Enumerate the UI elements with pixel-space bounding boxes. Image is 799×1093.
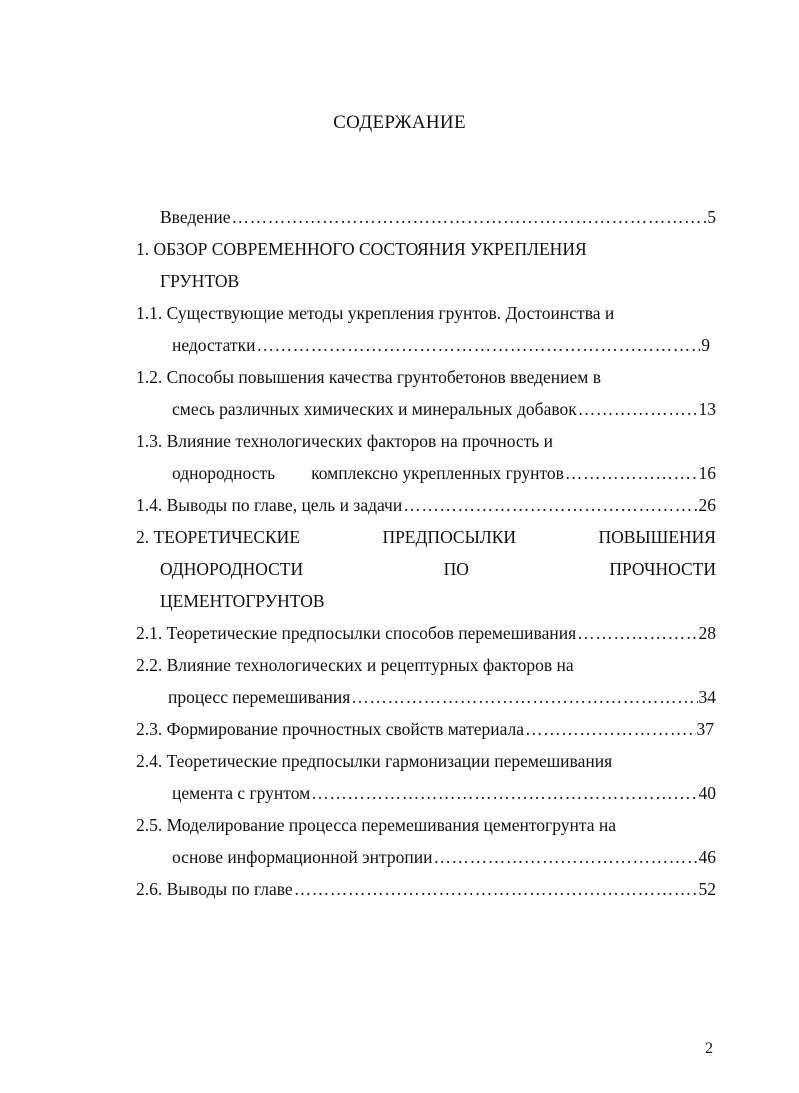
toc-entry-text: процесс перемешивания [168, 687, 351, 707]
toc-entry-2-5-line2[interactable] [172, 846, 716, 868]
toc-entry-2-4-line2[interactable] [172, 782, 716, 804]
toc-entry-text: недостатки [172, 335, 256, 355]
toc-entry-1-1-line1[interactable]: 1.1. Существующие методы укрепления грунтов. Достоинства и [136, 303, 615, 323]
toc-page-number: 34 [698, 687, 716, 707]
dot-leader [311, 782, 697, 804]
toc-page-number: 46 [698, 847, 716, 867]
toc-chapter-2-line3: ЦЕМЕНТОГРУНТОВ [160, 591, 325, 611]
toc-entry-text: Введение [160, 207, 231, 227]
toc-entry-text: 2.1. Теоретические предпосылки способов перемешивания [136, 623, 577, 643]
dot-leader [351, 686, 697, 708]
toc-page-number: 52 [698, 879, 716, 899]
page-title: СОДЕРЖАНИЕ [333, 112, 466, 133]
toc-page-number: 13 [698, 399, 716, 419]
toc-entry-text: 2.3. Формирование прочностных свойств материала [136, 719, 525, 739]
toc-word: ПРОЧНОСТИ [609, 559, 716, 579]
toc-entry-2-5-line1[interactable]: 2.5. Моделирование процесса перемешивания цементогрунта на [136, 815, 617, 835]
dot-leader [294, 878, 698, 900]
toc-page-number: 37 [696, 719, 714, 739]
toc-entry-text: комплексно укрепленных грунтов [311, 463, 564, 483]
toc-word: ПОВЫШЕНИЯ [598, 527, 716, 547]
toc-entry-1-3-line1[interactable]: 1.3. Влияние технологических факторов на прочность и [136, 431, 554, 451]
dot-leader [577, 622, 697, 644]
toc-chapter-2-line1[interactable] [136, 526, 716, 548]
toc-page-number: 9 [701, 335, 710, 355]
dot-leader [403, 494, 697, 516]
dot-leader [565, 462, 698, 484]
toc-entry-2-1[interactable] [136, 622, 716, 644]
page-number: 2 [705, 1040, 713, 1057]
toc-entry-2-6[interactable] [136, 878, 716, 900]
toc-page-number: 40 [698, 783, 716, 803]
toc-entry-text: однородность [172, 463, 276, 483]
toc-chapter-2-line2 [160, 558, 716, 580]
toc-page-number: 28 [698, 623, 716, 643]
toc-page-number: 16 [698, 463, 716, 483]
toc-word: ОДНОРОДНОСТИ [160, 559, 304, 579]
dot-leader [433, 846, 697, 868]
toc-entry-text: 1.4. Выводы по главе, цель и задачи [136, 495, 403, 515]
toc-word: ПРЕДПОСЫЛКИ [382, 527, 517, 547]
toc-page-number: 5 [707, 207, 716, 227]
toc-entry-text: основе информационной энтропии [172, 847, 433, 867]
toc-entry-text: смесь различных химических и минеральных добавок [172, 399, 577, 419]
toc-chapter-1-line2: ГРУНТОВ [160, 271, 240, 291]
toc-entry-2-4-line1[interactable]: 2.4. Теоретические предпосылки гармонизации перемешивания [136, 751, 613, 771]
toc-entry-text: цемента с грунтом [172, 783, 311, 803]
dot-leader [525, 718, 695, 740]
toc-entry-1-2-line1[interactable]: 1.2. Способы повышения качества грунтобетонов введением в [136, 367, 602, 387]
toc-entry-1-4[interactable] [136, 494, 716, 516]
toc-entry-2-3[interactable] [136, 718, 714, 740]
dot-leader [256, 334, 700, 356]
toc-entry-2-2-line1[interactable]: 2.2. Влияние технологических и рецептурных факторов на [136, 655, 574, 675]
dot-leader [232, 206, 707, 228]
toc-entry-text: 2.6. Выводы по главе [136, 879, 293, 899]
toc-entry-intro[interactable] [160, 206, 716, 228]
toc-word: 2. ТЕОРЕТИЧЕСКИЕ [136, 527, 301, 547]
dot-leader [578, 398, 698, 420]
toc-entry-1-2-line2[interactable] [172, 398, 716, 420]
toc-entry-1-1-line2[interactable] [172, 334, 710, 356]
toc-entry-1-3-line2[interactable] [172, 462, 716, 484]
toc-entry-2-2-line2[interactable] [168, 686, 716, 708]
toc-word: ПО [443, 559, 469, 579]
toc-chapter-1-line1[interactable]: 1. ОБЗОР СОВРЕМЕННОГО СОСТОЯНИЯ УКРЕПЛЕНИЯ [136, 239, 587, 259]
toc-page-number: 26 [698, 495, 716, 515]
